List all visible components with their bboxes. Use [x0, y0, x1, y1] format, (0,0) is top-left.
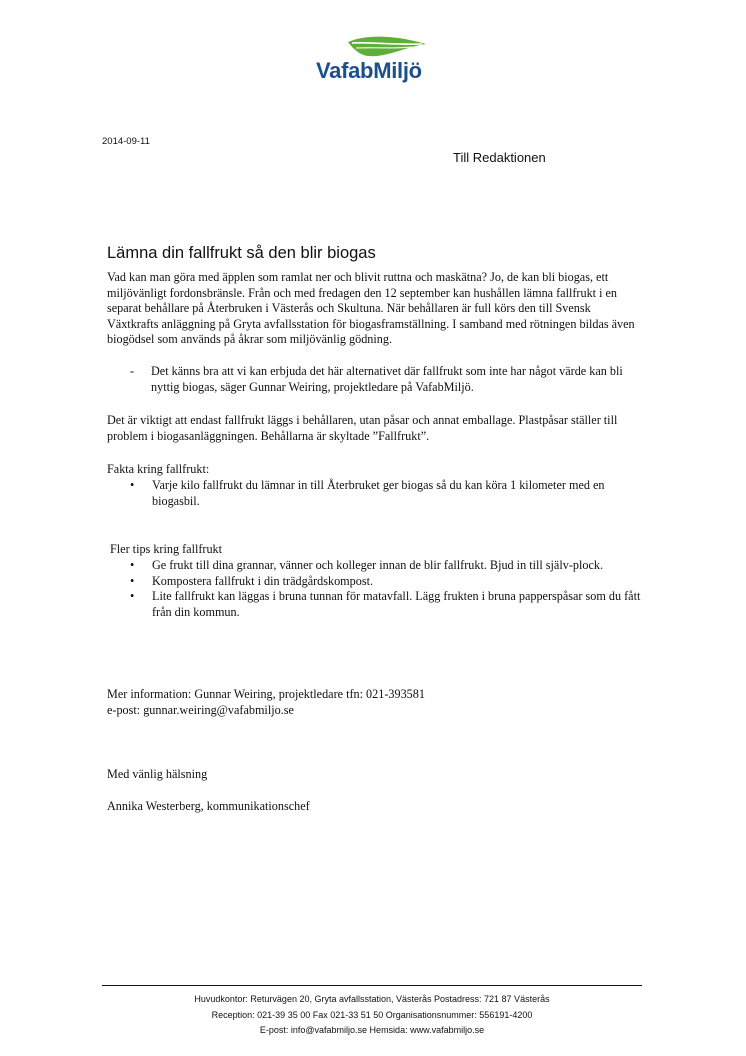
vafabmiljo-logo — [310, 36, 470, 96]
list-item — [130, 478, 630, 509]
quote-text: Det känns bra att vi kan erbjuda det här alternativet där fallfrukt som inte har något värde kan bli nyttig biogas, säger Gunnar Weiring, projektledare på VafabMiljö. — [151, 364, 623, 394]
contact-email: e-post: gunnar.weiring@vafabmiljo.se — [107, 703, 294, 717]
recipient: Till Redaktionen — [453, 150, 546, 165]
facts-title: Fakta kring fallfrukt: — [107, 462, 210, 476]
bullet-icon: • — [130, 558, 135, 572]
bullet-icon: • — [130, 478, 135, 492]
signature: Annika Westerberg, kommunikationschef — [107, 799, 310, 813]
document-date: 2014-09-11 — [102, 136, 150, 147]
list-item-text: Ge frukt till dina grannar, vänner och kolleger innan de blir fallfrukt. Bjud in till själv-plock. — [152, 558, 604, 572]
leaf-icon — [346, 36, 428, 60]
tips-title: Fler tips kring fallfrukt — [110, 542, 223, 556]
contact-line: Mer information: Gunnar Weiring, projektledare tfn: 021-393581 — [107, 687, 425, 701]
footer-address: Huvudkontor: Returvägen 20, Gryta avfallsstation, Västerås Postadress: 721 87 Västerås — [194, 994, 550, 1004]
quote-dash: - — [130, 364, 135, 378]
quote-paragraph — [130, 364, 640, 395]
footer-phone: Reception: 021-39 35 00 Fax 021-33 51 50 Organisationsnummer: 556191-4200 — [211, 1009, 533, 1020]
facts-list — [130, 478, 630, 509]
list-item — [130, 574, 642, 590]
bullet-icon: • — [130, 573, 135, 588]
footer-divider — [102, 985, 642, 986]
contact-info — [107, 686, 425, 718]
bullet-icon: • — [130, 589, 135, 603]
intro-paragraph: Vad kan man göra med äpplen som ramlat ner och blivit ruttna och maskätna? Jo, de kan bli biogas, ett miljövänligt fordonsbränsle. Från och med fredagen den 12 september kan hushållen lämna fallfrukt i en separat behållare på Återbruken i Västerås och Skultuna. När behållaren är full körs den till Svensk Växtkrafts anläggning på Gryta avfallsstation för biogasframställning. I samband med rötningen bildas även biogödsel som används på åkrar som miljövänlig gödning. — [107, 270, 635, 346]
tips-list — [130, 558, 642, 620]
footer — [102, 992, 642, 1039]
list-item-text: Lite fallfrukt kan läggas i bruna tunnan för matavfall. Lägg frukten i bruna papperspåsar som du fått från din kommun. — [152, 589, 641, 619]
list-item-text: Kompostera fallfrukt i din trädgårdskompost. — [152, 573, 374, 588]
list-item — [130, 589, 642, 620]
greeting: Med vänlig hälsning — [107, 767, 208, 781]
headline: Lämna din fallfrukt så den blir biogas — [107, 244, 376, 262]
list-item-text: Varje kilo fallfrukt du lämnar in till Återbruket ger biogas så du kan köra 1 kilometer med en biogasbil. — [152, 478, 605, 508]
info-paragraph: Det är viktigt att endast fallfrukt läggs i behållaren, utan påsar och annat emballage. Plastpåsar ställer till problem i biogasanläggningen. Behållarna är skyltade ”Fallfrukt”. — [107, 413, 618, 443]
footer-web: E-post: info@vafabmiljo.se Hemsida: www.vafabmiljo.se — [259, 1025, 485, 1035]
logo-text: VafabMiljö — [316, 58, 422, 83]
list-item — [130, 558, 642, 574]
